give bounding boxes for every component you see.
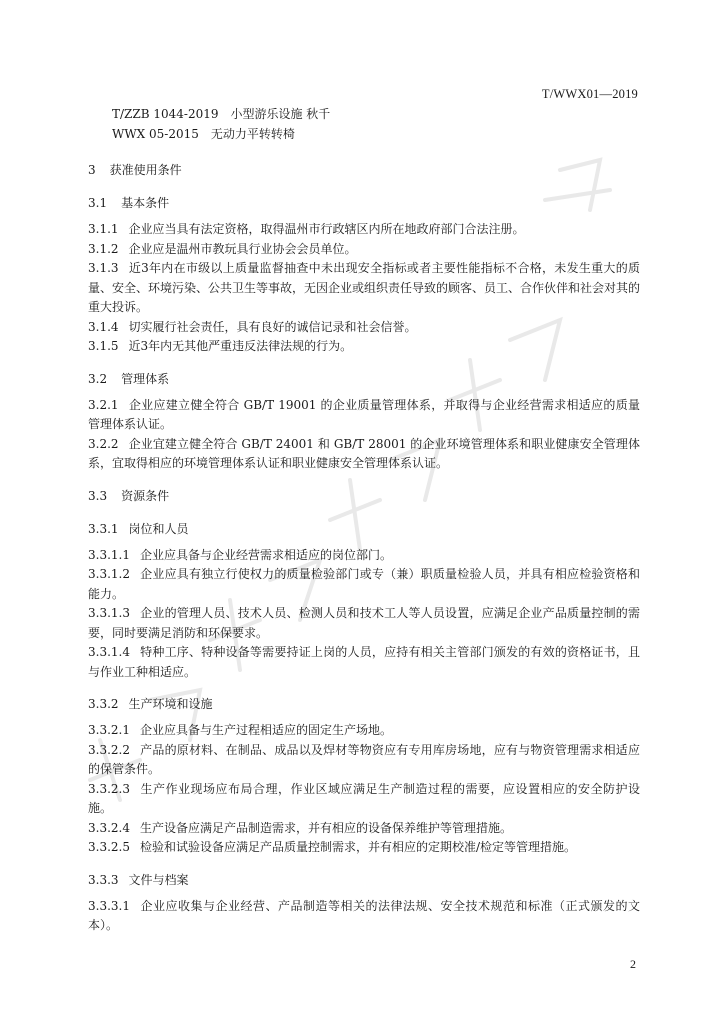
clause <box>88 240 640 260</box>
clause-number: 3.1.5 <box>88 339 119 353</box>
clause <box>88 897 640 936</box>
subsubsection-heading <box>88 871 640 891</box>
clause-number: 3.3.1.2 <box>88 567 130 581</box>
clause-number: 3.3.2.4 <box>88 820 130 835</box>
clause <box>88 819 640 839</box>
clause-number: 3.1.4 <box>88 319 119 334</box>
document-code: T/WWX01—2019 <box>541 87 638 101</box>
section-title: 岗位和人员 <box>128 521 189 536</box>
clause-text: 企业应具有独立行使权力的质量检验部门或专（兼）职质量检验人员，并具有相应检验资格和能力。 <box>88 567 640 601</box>
clause-text: 企业应具备与企业经营需求相适应的岗位部门。 <box>139 547 392 562</box>
section-number: 3.2 <box>88 371 108 386</box>
section-title: 基本条件 <box>121 196 170 210</box>
section-number: 3.3.1 <box>88 521 119 536</box>
section-number: 3.1 <box>88 196 108 210</box>
section-title: 获准使用条件 <box>109 163 182 177</box>
clause <box>88 220 640 240</box>
clause-text: 近3年内无其他严重违反法律法规的行为。 <box>128 339 353 353</box>
reference-item: WWX 05-2015 无动力平转转椅 <box>112 127 295 141</box>
clause-text: 企业的管理人员、技术人员、检测人员和技术工人等人员设置，应满足企业产品质量控制的需要，同时要满足消防和环保要求。 <box>88 606 640 640</box>
normative-references <box>88 105 640 145</box>
clause-text: 企业宜建立健全符合 GB/T 24001 和 GB/T 28001 的企业环境管理体系和职业健康安全管理体系，宜取得相应的环境管理体系认证和职业健康安全管理体系认证。 <box>88 436 640 470</box>
section-title: 生产环境和设施 <box>128 697 213 711</box>
clause-number: 3.3.2.2 <box>88 742 130 757</box>
clause-number: 3.1.2 <box>88 241 119 256</box>
reference-item: T/ZZB 1044-2019 小型游乐设施 秋千 <box>112 107 331 121</box>
clause <box>88 546 640 566</box>
clause <box>88 643 640 682</box>
section-title: 文件与档案 <box>128 872 189 887</box>
section-title: 资源条件 <box>121 488 170 503</box>
subsection-heading <box>88 370 640 390</box>
clause-text: 切实履行社会责任，具有良好的诚信记录和社会信誉。 <box>128 319 417 334</box>
clause-number: 3.3.2.5 <box>88 840 130 854</box>
clause-number: 3.1.1 <box>88 222 119 236</box>
clause-number: 3.2.2 <box>88 436 119 451</box>
clause-text: 企业应是温州市教玩具行业协会会员单位。 <box>128 241 357 256</box>
subsubsection-heading <box>88 695 640 715</box>
clause <box>88 604 640 643</box>
clause <box>88 721 640 741</box>
clause-text: 企业应当具有法定资格，取得温州市行政辖区内所在地政府部门合法注册。 <box>128 222 525 236</box>
clause-text: 企业应建立健全符合 GB/T 19001 的企业质量管理体系，并取得与企业经营需求相适应的质量管理体系认证。 <box>88 397 640 431</box>
clause <box>88 337 640 357</box>
clause-number: 3.3.2.1 <box>88 723 130 737</box>
subsection-heading <box>88 194 640 214</box>
section-number: 3.3.2 <box>88 697 119 711</box>
subsection-heading <box>88 487 640 507</box>
clause-text: 企业应具备与生产过程相适应的固定生产场地。 <box>139 723 392 737</box>
section-number: 3.3 <box>88 488 108 503</box>
clause-text: 检验和试验设备应满足产品质量控制需求，并有相应的定期校准/检定等管理措施。 <box>139 840 577 854</box>
subsubsection-heading <box>88 520 640 540</box>
clause-text: 企业应收集与企业经营、产品制造等相关的法律法规、安全技术规范和标准（正式颁发的文本）。 <box>88 898 640 932</box>
clause-number: 3.2.1 <box>88 397 119 412</box>
clause-text: 近3年内在市级以上质量监督抽查中未出现安全指标或者主要性能指标不合格，未发生重大的质量、安全、环境污染、公共卫生等事故，无因企业或组织责任导致的顾客、员工、合作伙伴和社会对其的重大投诉。 <box>88 261 641 314</box>
clause-number: 3.3.2.3 <box>88 781 130 796</box>
document-body <box>88 105 640 936</box>
clause-number: 3.3.1.3 <box>88 606 130 620</box>
section-title: 管理体系 <box>121 371 170 386</box>
clause <box>88 259 640 318</box>
clause-number: 3.1.3 <box>88 261 119 275</box>
clause-text: 特种工序、特种设备等需要持证上岗的人员，应持有相关主管部门颁发的有效的资格证书，且与作业工种相适应。 <box>88 645 640 679</box>
clause <box>88 318 640 338</box>
clause <box>88 565 640 604</box>
clause-number: 3.3.1.1 <box>88 547 130 562</box>
clause <box>88 838 640 858</box>
clause <box>88 435 640 474</box>
clause-text: 生产设备应满足产品制造需求，并有相应的设备保养维护等管理措施。 <box>139 820 512 835</box>
clause <box>88 741 640 780</box>
clause-text: 生产作业现场应布局合理，作业区域应满足生产制造过程的需要，应设置相应的安全防护设施。 <box>88 781 640 815</box>
clause-number: 3.3.1.4 <box>88 645 130 659</box>
section-number: 3.3.3 <box>88 872 119 887</box>
section-heading <box>88 161 640 181</box>
clause <box>88 396 640 435</box>
clause <box>88 780 640 819</box>
page-number: 2 <box>630 957 636 971</box>
section-number: 3 <box>88 163 96 177</box>
clause-text: 产品的原材料、在制品、成品以及焊材等物资应有专用库房场地，应有与物资管理需求相适应的保管条件。 <box>88 742 640 776</box>
clause-number: 3.3.3.1 <box>88 898 130 913</box>
